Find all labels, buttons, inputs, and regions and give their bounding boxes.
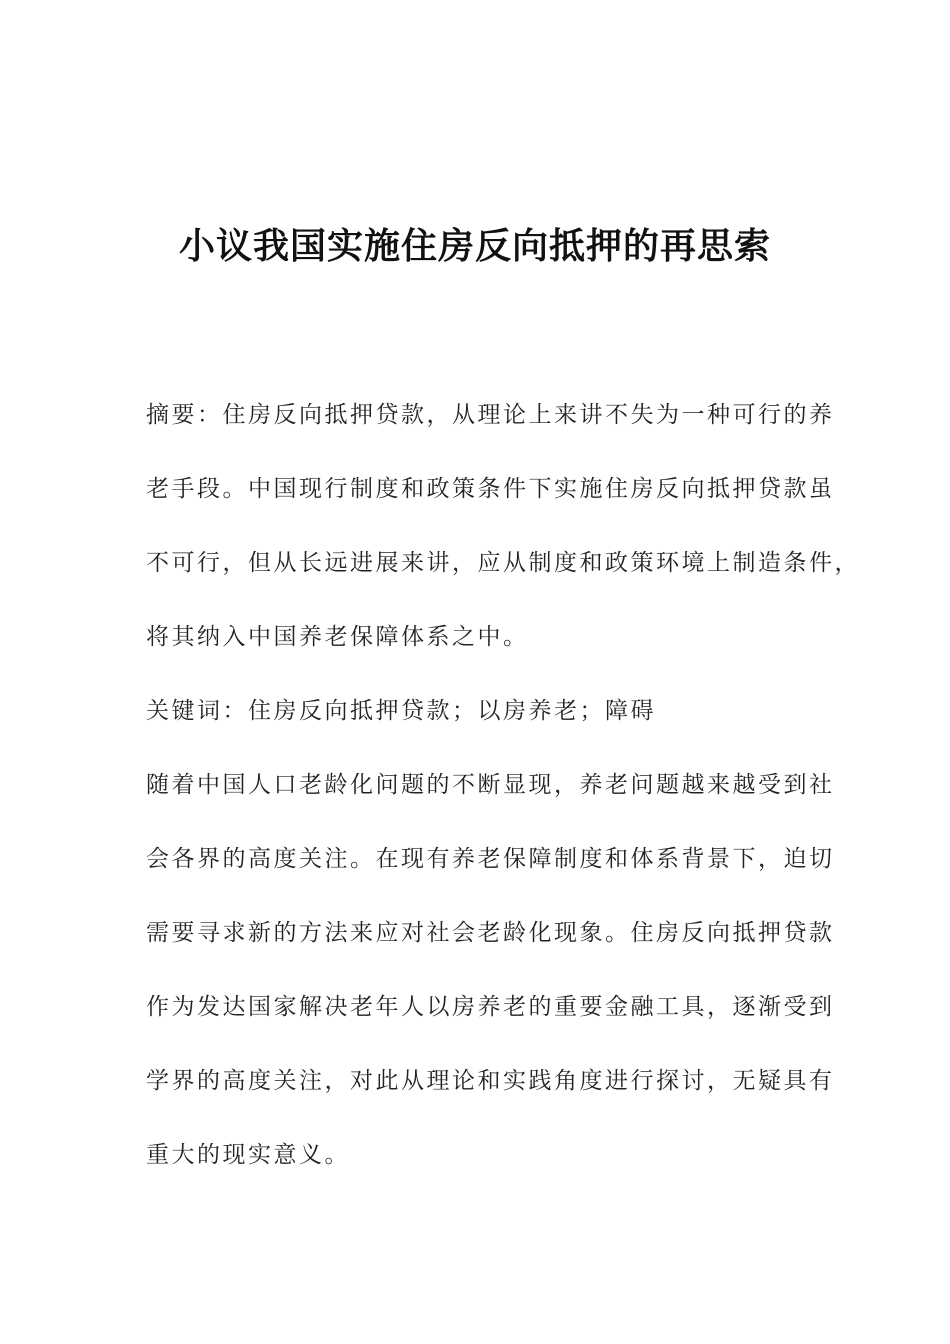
- intro-line: 学界的高度关注，对此从理论和实践角度进行探讨，无疑具有: [146, 1068, 835, 1094]
- intro-line: 重大的现实意义。: [146, 1142, 350, 1168]
- intro-line: 会各界的高度关注。在现有养老保障制度和体系背景下，迫切: [146, 846, 835, 872]
- abstract-line: 老手段。中国现行制度和政策条件下实施住房反向抵押贷款虽: [146, 476, 835, 502]
- abstract-line: 不可行，但从长远进展来讲，应从制度和政策环境上制造条件，: [146, 550, 860, 576]
- abstract-paragraph: [146, 378, 860, 674]
- intro-line: 随着中国人口老龄化问题的不断显现，养老问题越来越受到社: [146, 772, 835, 798]
- intro-paragraph: [146, 748, 835, 1192]
- abstract-line: 将其纳入中国养老保障体系之中。: [146, 624, 529, 650]
- intro-line: 作为发达国家解决老年人以房养老的重要金融工具，逐渐受到: [146, 994, 835, 1020]
- abstract-line: 摘要：住房反向抵押贷款，从理论上来讲不失为一种可行的养: [146, 402, 835, 428]
- document-body: [146, 378, 860, 1192]
- intro-line: 需要寻求新的方法来应对社会老龄化现象。住房反向抵押贷款: [146, 920, 835, 946]
- keywords-line: 关键词：住房反向抵押贷款；以房养老；障碍: [146, 698, 656, 724]
- document-title: 小议我国实施住房反向抵押的再思索: [178, 226, 771, 267]
